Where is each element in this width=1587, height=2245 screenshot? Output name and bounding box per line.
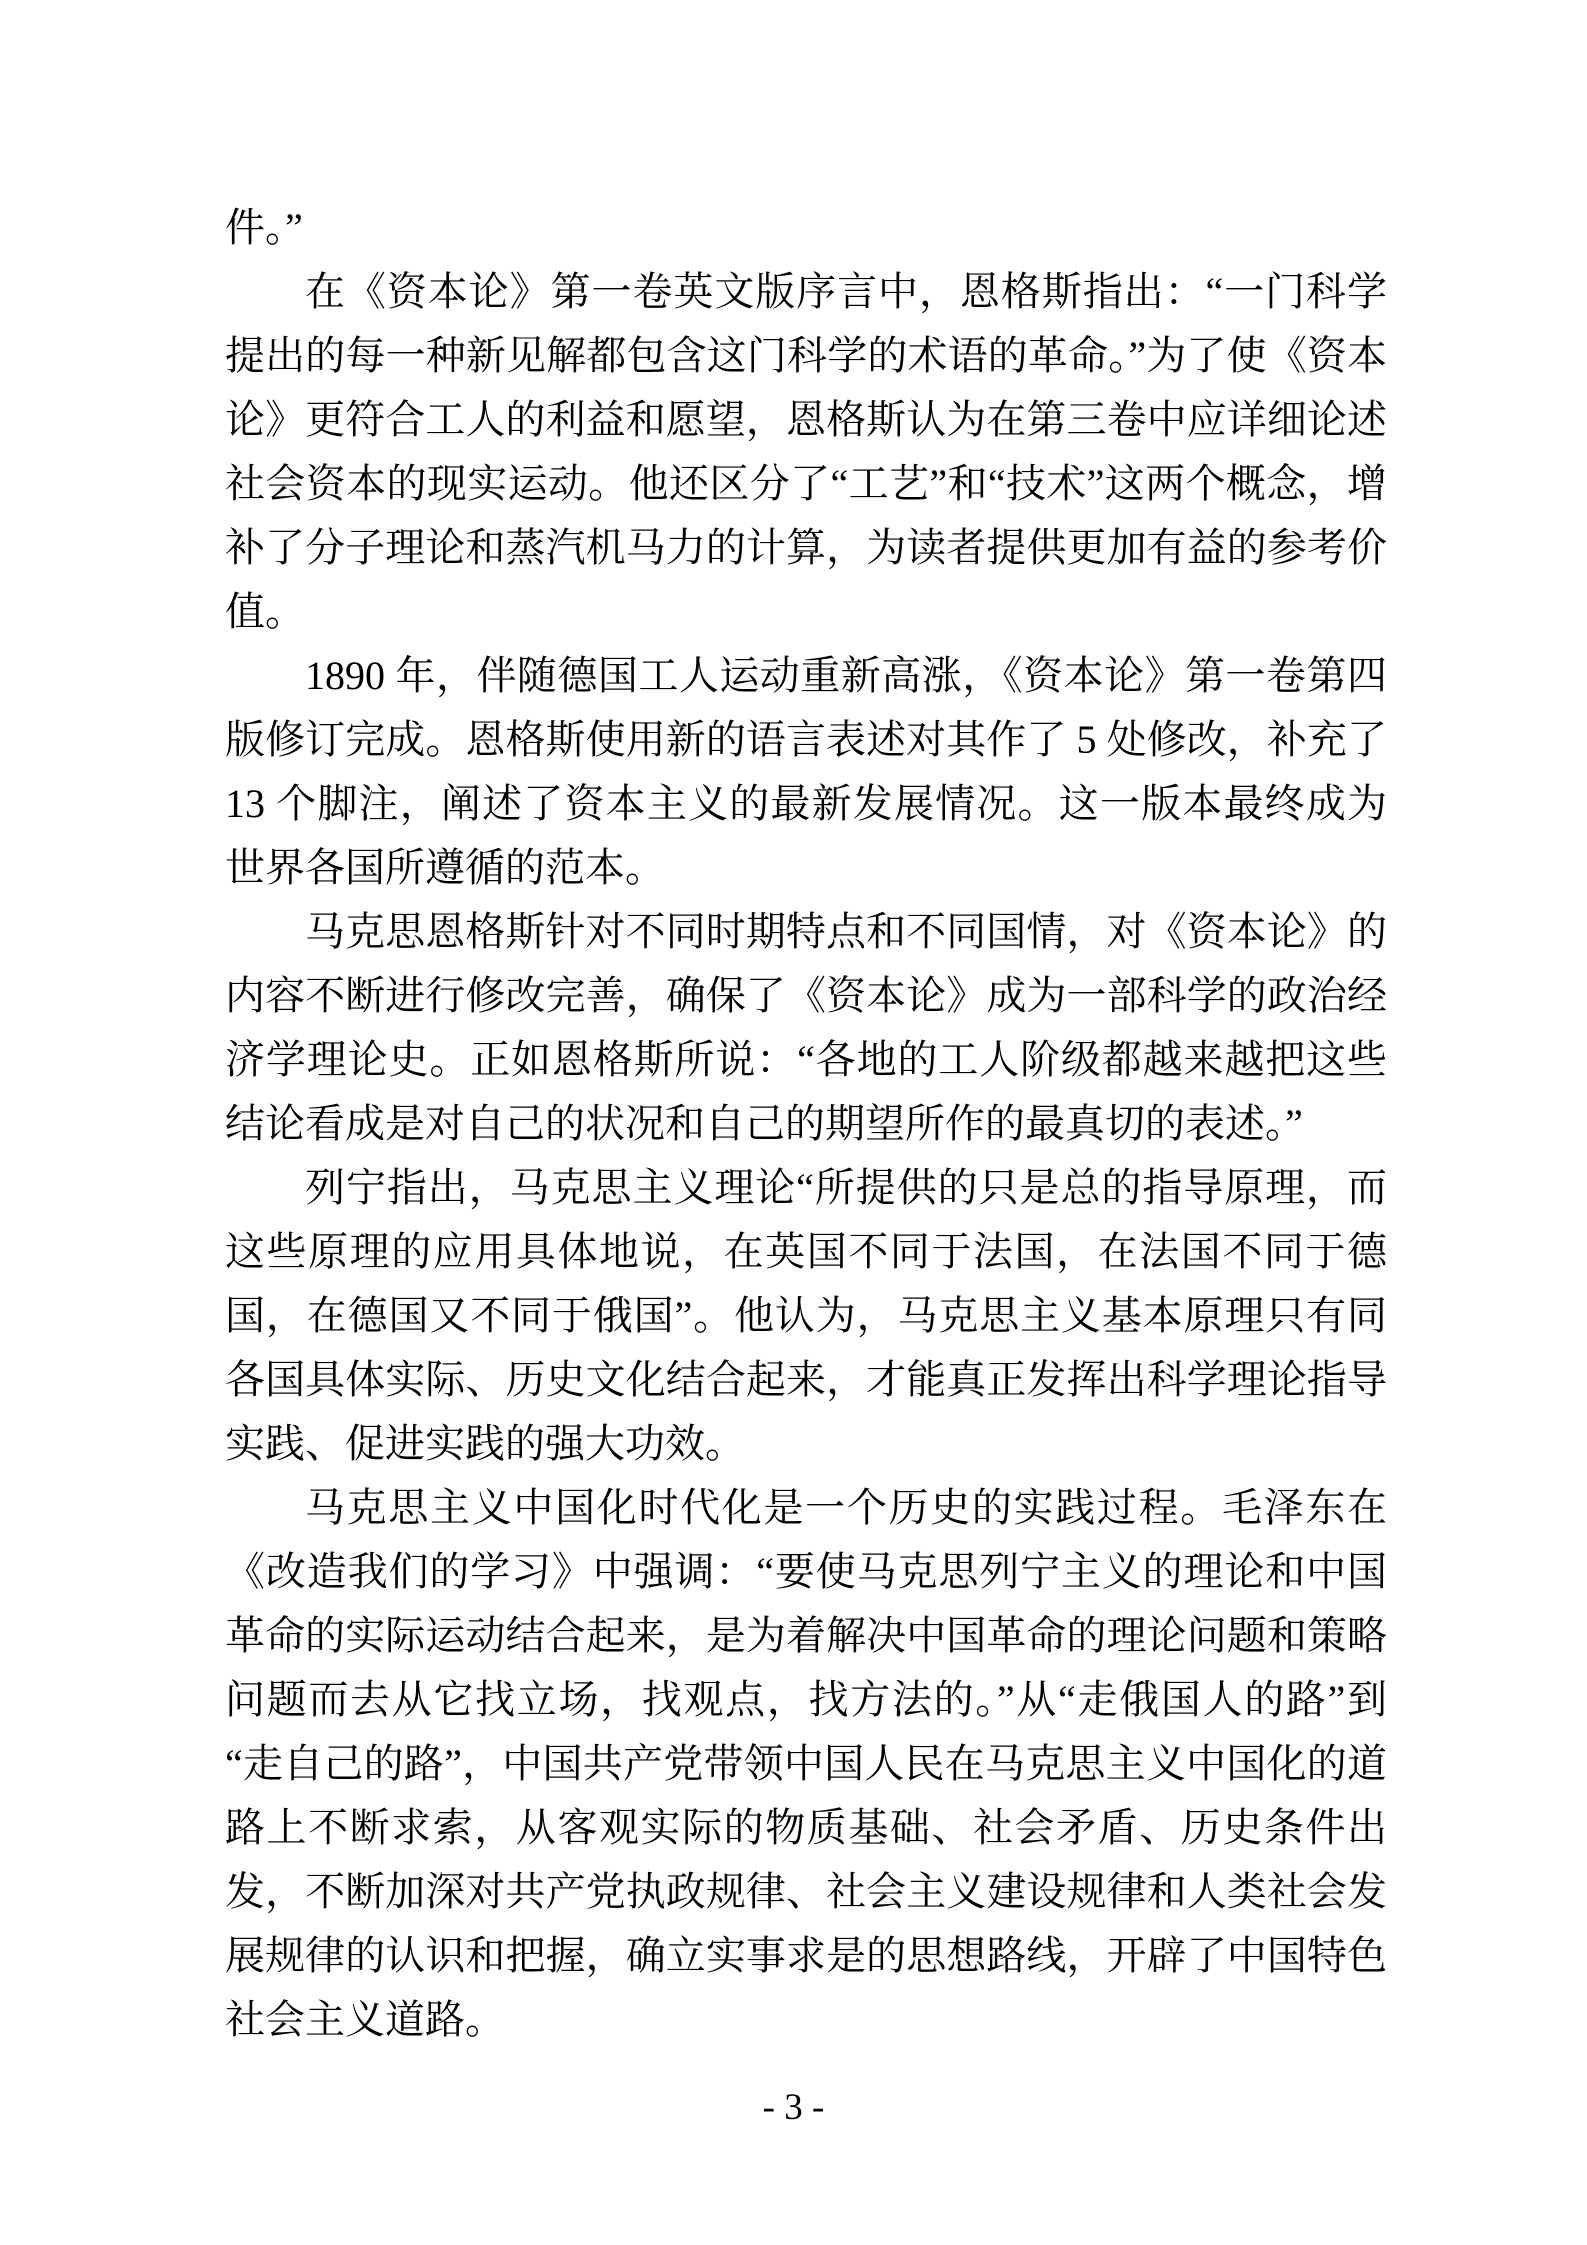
paragraph: 马克思恩格斯针对不同时期特点和不同国情，对《资本论》的内容不断进行修改完善，确保了《资本论》成为一部科学的政治经济学理论史。正如恩格斯所说：“各地的工人阶级都越来越把这些结论看成是对自己的状况和自己的期望所作的最真切的表述。” [225, 909, 1387, 1146]
paragraph: 1890 年，伴随德国工人运动重新高涨，《资本论》第一卷第四版修订完成。恩格斯使用新的语言表述对其作了 5 处修改，补充了 13 个脚注，阐述了资本主义的最新发展情况。这一版本最终成为世界各国所遵循的范本。 [225, 653, 1387, 890]
page-number: - 3 - [762, 2087, 825, 2128]
document-body [225, 196, 1387, 2052]
paragraph: 列宁指出，马克思主义理论“所提供的只是总的指导原理，而这些原理的应用具体地说，在英国不同于法国，在法国不同于德国，在德国又不同于俄国”。他认为，马克思主义基本原理只有同各国具体实际、历史文化结合起来，才能真正发挥出科学理论指导实践、促进实践的强大功效。 [225, 1165, 1387, 1466]
paragraph-continuation: 件。” [225, 205, 303, 250]
paragraph: 马克思主义中国化时代化是一个历史的实践过程。毛泽东在《改造我们的学习》中强调：“要使马克思列宁主义的理论和中国革命的实际运动结合起来，是为着解决中国革命的理论问题和策略问题而去从它找立场，找观点，找方法的。”从“走俄国人的路”到“走自己的路”，中国共产党带领中国人民在马克思主义中国化的道路上不断求索，从客观实际的物质基础、社会矛盾、历史条件出发，不断加深对共产党执政规律、社会主义建设规律和人类社会发展规律的认识和把握，确立实事求是的思想路线，开辟了中国特色社会主义道路。 [225, 1485, 1387, 2042]
paragraph: 在《资本论》第一卷英文版序言中，恩格斯指出：“一门科学提出的每一种新见解都包含这门科学的术语的革命。”为了使《资本论》更符合工人的利益和愿望，恩格斯认为在第三卷中应详细论述社会资本的现实运动。他还区分了“工艺”和“技术”这两个概念，增补了分子理论和蒸汽机马力的计算，为读者提供更加有益的参考价值。 [225, 269, 1387, 634]
